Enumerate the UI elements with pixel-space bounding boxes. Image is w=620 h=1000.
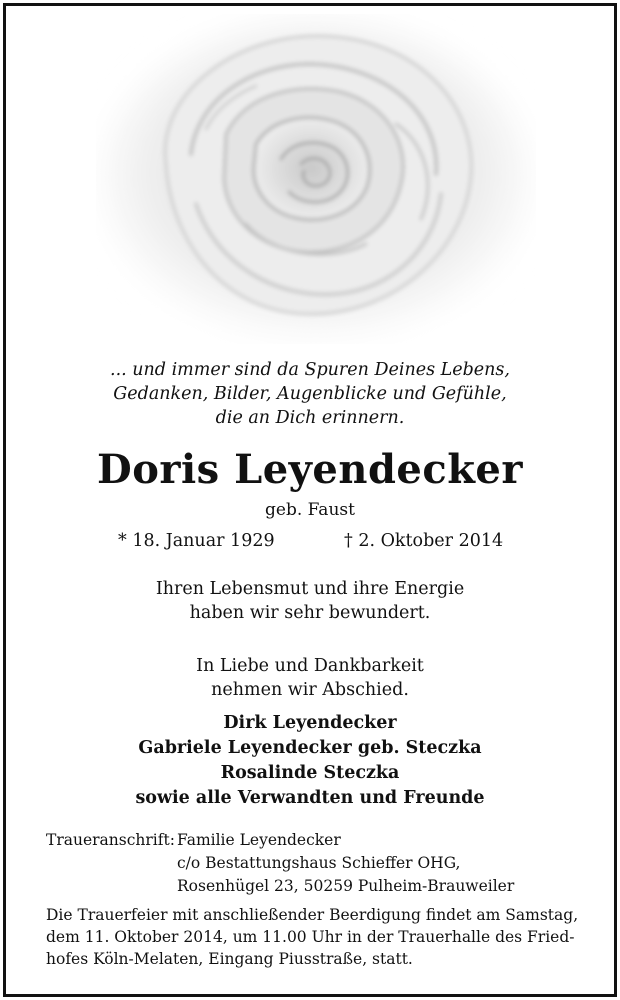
tribute-line: Ihren Lebensmut und ihre Energie xyxy=(155,579,465,599)
mourner-name: Dirk Leyendecker xyxy=(223,713,397,733)
address-line: Rosenhügel 23, 50259 Pulheim-Brauweiler xyxy=(177,877,515,895)
address-line: c/o Bestattungshaus Schieffer OHG, xyxy=(177,854,461,872)
rose-image xyxy=(96,14,536,344)
farewell-text xyxy=(6,654,614,702)
funeral-ceremony-info xyxy=(46,904,586,970)
memorial-quote xyxy=(6,358,614,430)
tribute-text xyxy=(6,577,614,625)
address-line: Familie Leyendecker xyxy=(177,831,341,849)
obituary-frame xyxy=(3,3,617,997)
birth-name: geb. Faust xyxy=(265,500,355,520)
farewell-line: nehmen wir Abschied. xyxy=(211,680,409,700)
mourning-address xyxy=(46,829,514,898)
quote-line: ... und immer sind da Spuren Deines Lebens, xyxy=(110,360,510,380)
mourner-name: Gabriele Leyendecker geb. Steczka xyxy=(138,738,482,758)
tribute-line: haben wir sehr bewundert. xyxy=(189,603,431,623)
ceremony-line: hofes Köln-Melaten, Eingang Piusstraße, statt. xyxy=(46,950,413,968)
farewell-line: In Liebe und Dankbarkeit xyxy=(196,656,424,676)
quote-line: die an Dich erinnern. xyxy=(215,408,405,428)
ceremony-line: Die Trauerfeier mit anschließender Beerdigung findet am Samstag, xyxy=(46,906,579,924)
deceased-name: Doris Leyendecker xyxy=(97,446,523,493)
mourner-name: Rosalinde Steczka xyxy=(220,763,400,783)
mourner-name: sowie alle Verwandten und Freunde xyxy=(135,788,485,808)
address-label: Traueranschrift: xyxy=(46,831,175,849)
death-date: † 2. Oktober 2014 xyxy=(344,531,504,551)
mourners-list xyxy=(6,711,614,811)
quote-line: Gedanken, Bilder, Augenblicke und Gefühle, xyxy=(113,384,507,404)
birth-date: * 18. Januar 1929 xyxy=(118,531,275,551)
ceremony-line: dem 11. Oktober 2014, um 11.00 Uhr in der Trauerhalle des Fried- xyxy=(46,928,575,946)
